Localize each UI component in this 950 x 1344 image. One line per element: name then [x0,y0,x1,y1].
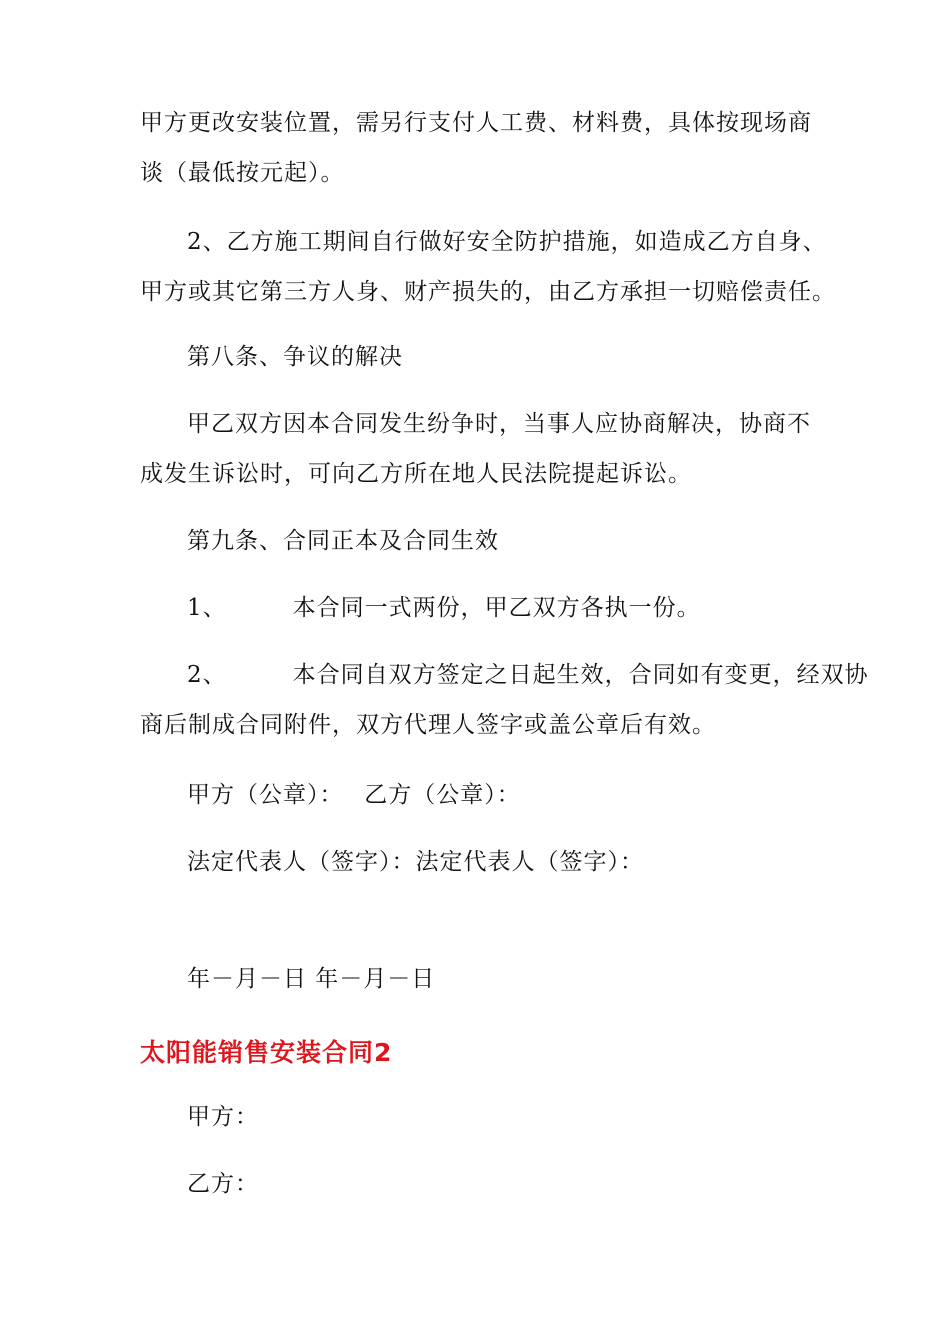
section-heading: 太阳能销售安装合同2 [140,1038,393,1067]
paragraph-line: 甲方或其它第三方人身、财产损失的，由乙方承担一切赔偿责任。 [140,279,836,305]
seal-line: 甲方（公章）： 乙方（公章）： [187,782,521,808]
list-item [187,660,869,690]
party-b-label: 乙方： [187,1171,259,1197]
paragraph-line: 谈（最低按元起）。 [140,160,345,186]
list-item-number: 1、 [187,595,227,621]
paragraph-line: 成发生诉讼时，可向乙方所在地人民法院提起诉讼。 [140,461,692,487]
party-a-label: 甲方： [187,1104,259,1130]
paragraph-line: 甲方更改安装位置，需另行支付人工费、材料费，具体按现场商 [140,110,812,136]
paragraph-line: 商后制成合同附件，双方代理人签字或盖公章后有效。 [140,712,716,738]
date-line: 年－月－日 年－月－日 [187,966,436,992]
article-9-title: 第九条、合同正本及合同生效 [187,528,499,554]
list-item-text: 本合同一式两份，甲乙双方各执一份。 [292,595,701,621]
representative-line: 法定代表人（签字）：法定代表人（签字）： [187,849,644,875]
paragraph-line: 甲乙双方因本合同发生纷争时，当事人应协商解决，协商不 [187,411,811,437]
list-item-number: 2、 [187,662,227,688]
article-8-title: 第八条、争议的解决 [187,344,403,370]
list-item-text: 本合同自双方签定之日起生效，合同如有变更，经双协 [292,662,869,688]
list-item [187,593,701,623]
paragraph-line: 2、乙方施工期间自行做好安全防护措施，如造成乙方自身、 [187,229,827,255]
